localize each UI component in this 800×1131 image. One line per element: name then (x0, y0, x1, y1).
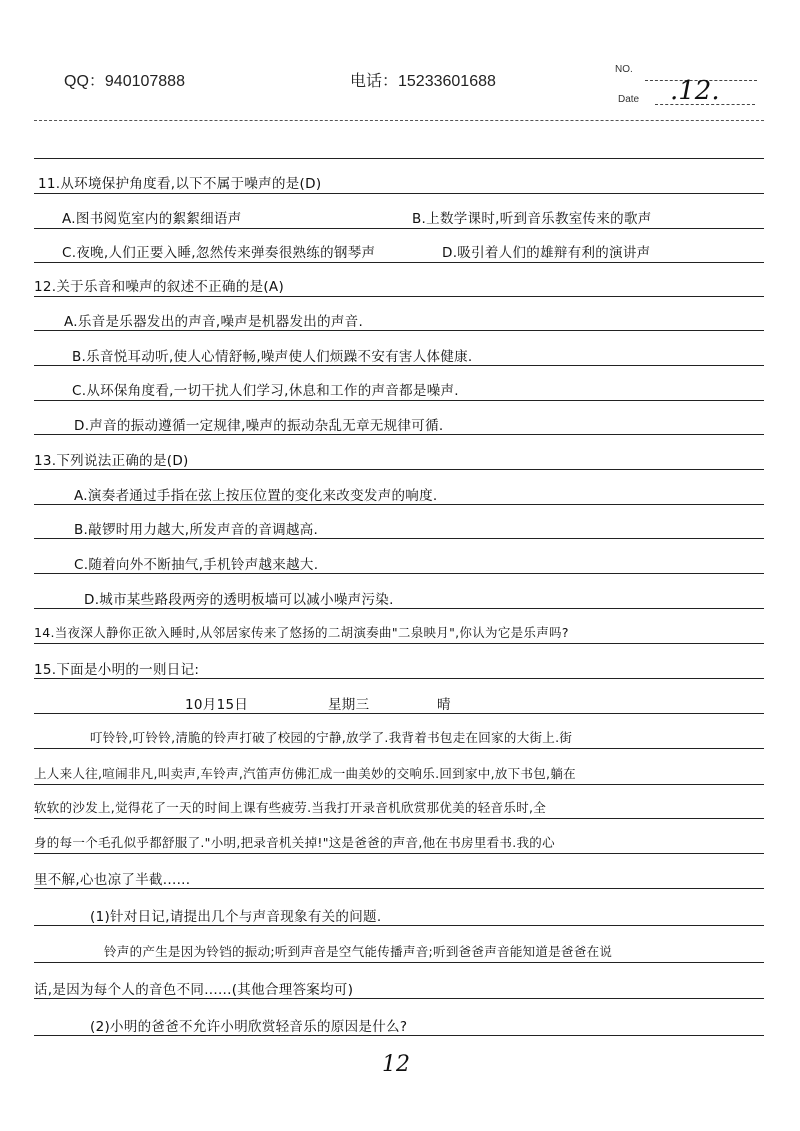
question-13: 13.下列说法正确的是(D) (34, 453, 189, 469)
ruled-line (34, 538, 764, 539)
diary-weather: 晴 (437, 697, 451, 713)
ruled-line (34, 678, 764, 679)
subquestion-2: (2)小明的爸爸不允许小明欣赏轻音乐的原因是什么? (90, 1019, 408, 1035)
ruled-line (34, 504, 764, 505)
ruled-line (34, 784, 764, 785)
ruled-line (34, 962, 764, 963)
option-11a: A.图书阅览室内的絮絮细语声 (62, 211, 242, 227)
ruled-line (34, 853, 764, 854)
diary-line-1: 叮铃铃,叮铃铃,清脆的铃声打破了校园的宁静,放学了.我背着书包走在回家的大街上.街 (90, 730, 573, 745)
diary-line-5: 里不解,心也凉了半截...... (34, 872, 191, 888)
ruled-line (34, 818, 764, 819)
ruled-line (34, 365, 764, 366)
ruled-line (34, 573, 764, 574)
diary-line-2: 上人来人往,喧闹非凡,叫卖声,车铃声,汽笛声仿佛汇成一曲美妙的交响乐.回到家中,放下书包,躺在 (34, 766, 576, 781)
ruled-line (34, 193, 764, 194)
ruled-line (34, 713, 764, 714)
ruled-line (34, 228, 764, 229)
page-number: 12 (382, 1052, 410, 1077)
header-qq: QQ：940107888 (64, 73, 185, 90)
ruled-line (34, 925, 764, 926)
option-12b: B.乐音悦耳动听,使人心情舒畅,噪声使人们烦躁不安有害人体健康. (72, 349, 473, 365)
answer-1-line-2: 话,是因为每个人的音色不同......(其他合理答案均可) (34, 982, 354, 998)
ruled-line (34, 296, 764, 297)
diary-line-3: 软软的沙发上,觉得花了一天的时间上课有些疲劳.当我打开录音机欣赏那优美的轻音乐时,全 (34, 800, 547, 815)
ruled-line (34, 434, 764, 435)
ruled-line (34, 120, 764, 121)
option-12a: A.乐音是乐器发出的声音,噪声是机器发出的声音. (64, 314, 364, 330)
question-11: 11.从环境保护角度看,以下不属于噪声的是(D) (38, 176, 322, 192)
option-11c: C.夜晚,人们正要入睡,忽然传来弹奏很熟练的钢琴声 (62, 245, 376, 261)
ruled-line (34, 643, 764, 644)
ruled-line (34, 469, 764, 470)
ruled-line (34, 998, 764, 999)
option-13b: B.敲锣时用力越大,所发声音的音调越高. (74, 522, 319, 538)
ruled-line (34, 330, 764, 331)
ruled-line (34, 158, 764, 159)
option-13c: C.随着向外不断抽气,手机铃声越来越大. (74, 557, 319, 573)
ruled-line (34, 888, 764, 889)
ruled-line (34, 400, 764, 401)
diary-weekday: 星期三 (328, 697, 370, 713)
option-12c: C.从环保角度看,一切干扰人们学习,休息和工作的声音都是噪声. (72, 383, 459, 399)
diary-date: 10月15日 (185, 697, 249, 713)
date-label: Date (618, 94, 640, 105)
subquestion-1: (1)针对日记,请提出几个与声音现象有关的问题. (90, 909, 382, 925)
ruled-line (34, 608, 764, 609)
ruled-line (34, 1035, 764, 1036)
date-value: .12. (670, 76, 720, 106)
question-14: 14.当夜深人静你正欲入睡时,从邻居家传来了悠扬的二胡演奏曲"二泉映月",你认为它是乐声吗? (34, 625, 569, 640)
ruled-line (34, 748, 764, 749)
option-11b: B.上数学课时,听到音乐教室传来的歌声 (412, 211, 652, 227)
option-12d: D.声音的振动遵循一定规律,噪声的振动杂乱无章无规律可循. (74, 418, 444, 434)
option-11d: D.吸引着人们的雄辩有利的演讲声 (442, 245, 651, 261)
option-13a: A.演奏者通过手指在弦上按压位置的变化来改变发声的响度. (74, 488, 438, 504)
question-15: 15.下面是小明的一则日记: (34, 662, 200, 678)
answer-1-line-1: 铃声的产生是因为铃铛的振动;听到声音是空气能传播声音;听到爸爸声音能知道是爸爸在说 (104, 944, 613, 959)
question-12: 12.关于乐音和噪声的叙述不正确的是(A) (34, 279, 285, 295)
no-label: NO. (615, 64, 633, 75)
ruled-line (34, 262, 764, 263)
header-phone: 电话：15233601688 (350, 73, 496, 90)
diary-line-4: 身的每一个毛孔似乎都舒服了."小明,把录音机关掉!"这是爸爸的声音,他在书房里看书.我的心 (34, 835, 555, 850)
option-13d: D.城市某些路段两旁的透明板墙可以减小噪声污染. (84, 592, 394, 608)
